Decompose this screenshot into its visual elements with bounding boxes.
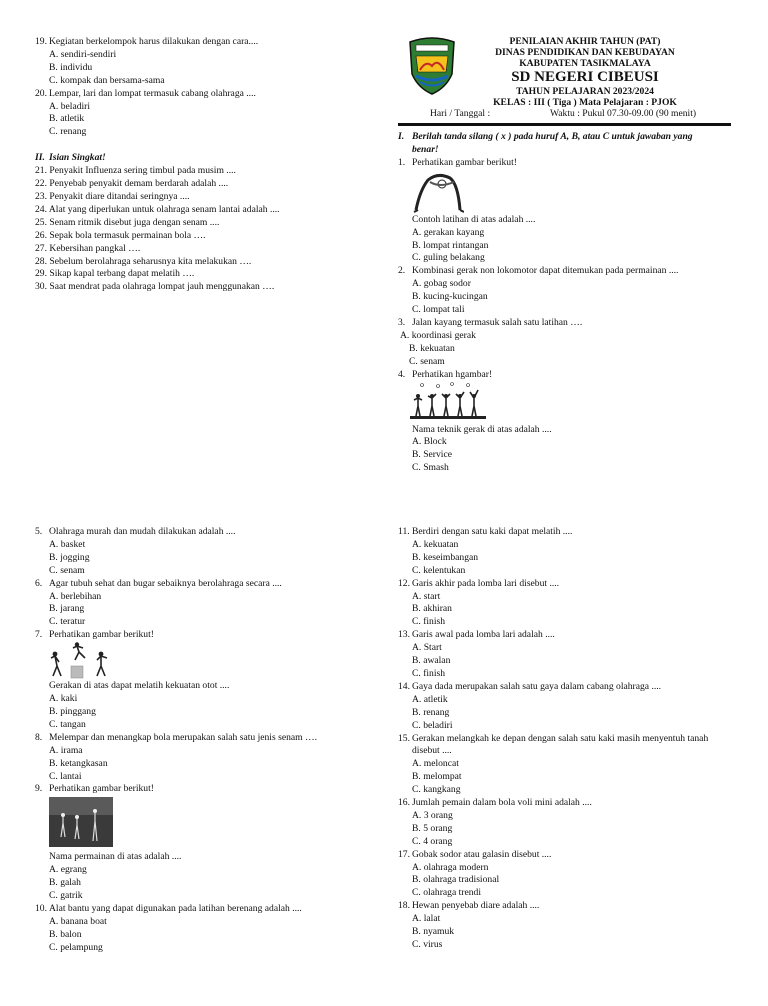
volleyball-figures-icon — [410, 382, 486, 424]
option-c: C. lompat tali — [412, 304, 465, 316]
question-text: Jalan kayang termasuk salah satu latihan …. — [412, 316, 583, 328]
option-b: B. individu — [49, 61, 93, 73]
option-b: B. renang — [412, 706, 450, 718]
section-1-heading: I. Berilah tanda silang ( x ) pada huruf A, B, atau C untuk jawaban yang — [398, 131, 693, 142]
option-b: B. lompat rintangan — [412, 239, 489, 251]
short-answer-item: 29. Sikap kapal terbang dapat melatih …. — [35, 268, 195, 280]
option-b: B. awalan — [412, 655, 451, 667]
option-b: B. akhiran — [412, 603, 452, 615]
question-number: 13. — [398, 629, 410, 641]
question-number: 8. — [35, 731, 43, 743]
school-name: SD NEGERI CIBEUSI — [511, 69, 659, 85]
option-c: C. lantai — [49, 770, 82, 782]
question-text: Hewan penyebab diare adalah .... — [412, 900, 540, 912]
top-left-column — [35, 36, 375, 294]
option-b: B. ketangkasan — [49, 757, 108, 769]
bottom-right-column — [398, 526, 733, 952]
question-number: 4. — [398, 368, 406, 380]
question-text: Kegiatan berkelompok harus dilakukan dengan cara.... — [49, 36, 259, 47]
question-subtext: Contoh latihan di atas adalah .... — [412, 213, 536, 225]
option-a: A. atletik — [412, 693, 448, 705]
question-text: Gaya dada merupakan salah satu gaya dalam cabang olahraga .... — [412, 680, 662, 692]
question-number: 9. — [35, 783, 43, 795]
header-year: TAHUN PELAJARAN 2023/2024 — [516, 86, 654, 97]
option-b: B. pinggang — [49, 705, 96, 717]
option-c: C. 4 orang — [412, 835, 453, 847]
option-c: C. guling belakang — [412, 252, 485, 264]
question-number: 14. — [398, 680, 410, 692]
option-b: B. kucing-kucingan — [412, 291, 488, 303]
option-a: A. kekuatan — [412, 538, 459, 550]
question-number: 2. — [398, 265, 406, 277]
option-c: C. pelampung — [49, 941, 103, 953]
option-b: B. Service — [412, 449, 452, 461]
question-text: Gobak sodor atau galasin disebut .... — [412, 848, 552, 860]
option-c: C. kelentukan — [412, 564, 466, 576]
question-number: 6. — [35, 577, 43, 589]
question-subtext: Nama teknik gerak di atas adalah .... — [412, 423, 552, 435]
header-line3: KABUPATEN TASIKMALAYA — [519, 58, 651, 69]
question-number: 16. — [398, 797, 410, 809]
question-text: Jumlah pemain dalam bola voli mini adalah .... — [412, 797, 592, 809]
option-c: C. tangan — [49, 718, 86, 730]
option-a: A. olahraga modern — [412, 861, 489, 873]
option-a: A. sendiri-sendiri — [49, 48, 117, 60]
bottom-left-column — [35, 526, 375, 955]
option-a: A. banana boat — [49, 915, 107, 927]
short-answer-item: 22. Penyebab penyakit demam berdarah adalah .... — [35, 178, 229, 190]
short-answer-item: 23. Penyakit diare ditandai seringnya .... — [35, 190, 190, 202]
option-c: C. finish — [412, 616, 446, 628]
jumping-figures-icon — [47, 642, 113, 680]
question-text: Alat bantu yang dapat digunakan pada latihan berenang adalah .... — [49, 902, 302, 914]
question-text: Berdiri dengan satu kaki dapat melatih .... — [412, 526, 573, 537]
stilts-game-photo-icon — [49, 797, 113, 847]
option-a: A. berlebihan — [49, 590, 102, 602]
option-c: C. gatrik — [49, 890, 83, 902]
question-text-cont: disebut .... — [412, 745, 452, 757]
option-a: A. kaki — [49, 693, 78, 705]
question-number: 17. — [398, 848, 410, 860]
option-b: B. balon — [49, 928, 82, 940]
short-answer-item: 30. Saat mendrat pada olahraga lompat jauh menggunakan …. — [35, 281, 275, 293]
question-text: Perhatikan gambar berikut! — [49, 783, 154, 795]
exam-header — [398, 36, 730, 120]
option-b: B. 5 orang — [412, 822, 453, 834]
option-b: B. jarang — [49, 603, 85, 615]
option-a: A. gerakan kayang — [412, 226, 485, 238]
back-bend-figure-icon — [410, 170, 464, 214]
question-text: Perhatikan gambar berikut! — [49, 629, 154, 641]
question-text: Melempar dan menangkap bola merupakan salah satu jenis senam …. — [49, 731, 318, 743]
question-subtext: Gerakan di atas dapat melatih kekuatan otot .... — [49, 680, 230, 692]
header-divider — [398, 123, 731, 126]
header-line1: PENILAIAN AKHIR TAHUN (PAT) — [509, 36, 661, 47]
option-a: A. irama — [49, 744, 83, 756]
option-a: A. basket — [49, 538, 86, 550]
question-number: 15. — [398, 732, 410, 744]
option-a: A. koordinasi gerak — [400, 329, 476, 341]
header-day: Hari / Tanggal : — [430, 108, 491, 119]
option-c: C. virus — [412, 939, 443, 950]
header-time: Waktu : Pukul 07.30-09.00 (90 menit) — [550, 108, 697, 119]
short-answer-item: 28. Sebelum berolahraga seharusnya kita melakukan …. — [35, 255, 252, 267]
question-number: 18. — [398, 900, 410, 912]
question-number: 20. — [35, 87, 47, 99]
question-number: 5. — [35, 526, 43, 537]
question-number: 19. — [35, 36, 47, 47]
option-c: C. finish — [412, 667, 446, 679]
option-b: B. melompat — [412, 771, 462, 783]
question-number: 12. — [398, 577, 410, 589]
option-c: C. kangkang — [412, 784, 461, 796]
option-a: A. Start — [412, 642, 442, 654]
option-a: A. meloncat — [412, 758, 459, 770]
option-a: A. gobag sodor — [412, 278, 471, 290]
question-text: Perhatikan hgambar! — [412, 368, 493, 380]
question-text: Kombinasi gerak non lokomotor dapat ditemukan pada permainan .... — [412, 265, 679, 277]
option-b: B. kekuatan — [409, 342, 455, 354]
option-c: C. beladiri — [412, 719, 453, 731]
option-c: C. kompak dan bersama-sama — [49, 74, 165, 86]
header-class: KELAS : III ( Tiga ) Mata Pelajaran : PJOK — [493, 97, 677, 108]
option-c: C. teratur — [49, 616, 86, 628]
top-right-column — [398, 131, 733, 475]
question-text: Olahraga murah dan mudah dilakukan adalah .... — [49, 526, 236, 537]
question-text: Perhatikan gambar berikut! — [412, 156, 517, 168]
option-c: C. senam — [49, 564, 85, 576]
option-a: A. lalat — [412, 913, 441, 925]
short-answer-item: 26. Sepak bola termasuk permainan bola …. — [35, 229, 206, 241]
option-c: C. senam — [409, 355, 445, 367]
option-a: A. start — [412, 590, 441, 602]
option-b: B. nyamuk — [412, 926, 455, 938]
option-b: B. olahraga tradisional — [412, 874, 500, 886]
option-b: B. jogging — [49, 551, 90, 563]
short-answer-item: 27. Kebersihan pangkal …. — [35, 242, 141, 254]
question-number: 11. — [398, 526, 410, 537]
option-a: A. egrang — [49, 864, 87, 876]
question-number: 10. — [35, 902, 47, 914]
question-subtext: Nama permainan di atas adalah .... — [49, 851, 182, 863]
short-answer-item: 24. Alat yang diperlukan untuk olahraga senam lantai adalah .... — [35, 203, 280, 215]
option-a: A. 3 orang — [412, 809, 453, 821]
option-c: C. renang — [49, 126, 87, 138]
section-1-heading-cont: benar! — [412, 143, 439, 155]
question-number: 3. — [398, 316, 406, 328]
option-b: B. keseimbangan — [412, 551, 479, 563]
question-number: 1. — [398, 156, 406, 168]
option-c: C. olahraga trendi — [412, 887, 481, 899]
short-answer-item: 25. Senam ritmik disebut juga dengan senam .... — [35, 216, 220, 228]
option-a: A. beladiri — [49, 100, 91, 112]
section-2-heading: II. Isian Singkat! — [35, 152, 106, 164]
option-a: A. Block — [412, 436, 447, 448]
option-b: B. galah — [49, 877, 81, 889]
option-b: B. atletik — [49, 113, 85, 125]
question-number: 7. — [35, 629, 43, 641]
question-text: Lempar, lari dan lompat termasuk cabang olahraga .... — [49, 87, 256, 99]
header-line2: DINAS PENDIDIKAN DAN KEBUDAYAN — [495, 47, 675, 58]
question-text: Garis akhir pada lomba lari disebut .... — [412, 577, 560, 589]
question-text: Agar tubuh sehat dan bugar sebaiknya berolahraga secara .... — [49, 577, 282, 589]
question-text: Gerakan melangkah ke depan dengan salah satu kaki masih menyentuh tanah — [412, 732, 709, 744]
option-c: C. Smash — [412, 462, 449, 474]
short-answer-item: 21. Penyakit Influenza sering timbul pada musim .... — [35, 165, 236, 177]
question-text: Garis awal pada lomba lari adalah .... — [412, 629, 555, 641]
